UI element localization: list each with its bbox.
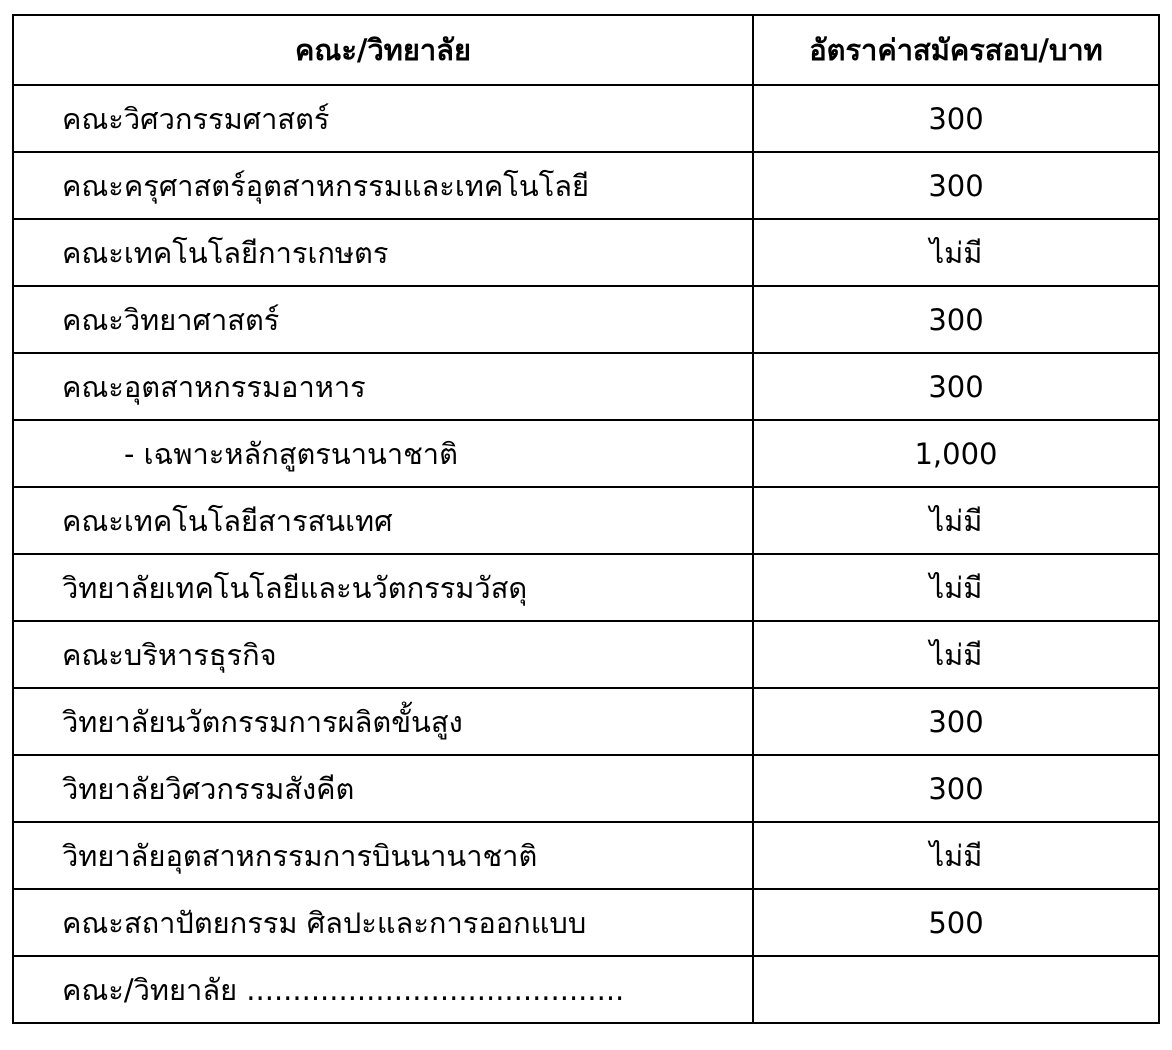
program-name: - เฉพาะหลักสูตรนานาชาติ [13, 420, 753, 487]
table-row [13, 152, 1159, 219]
faculty-name: คณะบริหารธุรกิจ [13, 621, 753, 688]
table-row [13, 755, 1159, 822]
fee-value: ไม่มี [753, 487, 1159, 554]
header-row [13, 15, 1159, 85]
table-header [13, 15, 1159, 85]
table-body [13, 85, 1159, 1023]
table-row [13, 487, 1159, 554]
faculty-name: คณะเทคโนโลยีการเกษตร [13, 219, 753, 286]
table-row [13, 286, 1159, 353]
fee-value: 1,000 [753, 420, 1159, 487]
faculty-name: วิทยาลัยวิศวกรรมสังคีต [13, 755, 753, 822]
fee-value: 300 [753, 353, 1159, 420]
table-row-blank-entry [13, 956, 1159, 1023]
fee-value: 300 [753, 85, 1159, 152]
fee-value: ไม่มี [753, 554, 1159, 621]
table-row [13, 889, 1159, 956]
fee-value: 300 [753, 286, 1159, 353]
fee-value: ไม่มี [753, 219, 1159, 286]
table-row-sub [13, 420, 1159, 487]
fee-value: ไม่มี [753, 822, 1159, 889]
faculty-name: วิทยาลัยอุตสาหกรรมการบินนานาชาติ [13, 822, 753, 889]
fee-value-empty [753, 956, 1159, 1023]
fee-value: ไม่มี [753, 621, 1159, 688]
table-row [13, 219, 1159, 286]
fee-value: 300 [753, 152, 1159, 219]
faculty-name: วิทยาลัยเทคโนโลยีและนวัตกรรมวัสดุ [13, 554, 753, 621]
header-faculty: คณะ/วิทยาลัย [13, 15, 753, 85]
table-row [13, 688, 1159, 755]
application-fee-table [12, 14, 1160, 1024]
header-fee: อัตราค่าสมัครสอบ/บาท [753, 15, 1159, 85]
faculty-name: คณะวิทยาศาสตร์ [13, 286, 753, 353]
table-row [13, 822, 1159, 889]
table-row [13, 554, 1159, 621]
faculty-fill-in-line: คณะ/วิทยาลัย ......................................... [13, 956, 753, 1023]
table-row [13, 621, 1159, 688]
faculty-name: คณะครุศาสตร์อุตสาหกรรมและเทคโนโลยี [13, 152, 753, 219]
faculty-name: วิทยาลัยนวัตกรรมการผลิตขั้นสูง [13, 688, 753, 755]
fee-value: 300 [753, 688, 1159, 755]
fee-value: 300 [753, 755, 1159, 822]
fee-value: 500 [753, 889, 1159, 956]
table-row [13, 85, 1159, 152]
faculty-name: คณะวิศวกรรมศาสตร์ [13, 85, 753, 152]
faculty-name: คณะอุตสาหกรรมอาหาร [13, 353, 753, 420]
faculty-name: คณะเทคโนโลยีสารสนเทศ [13, 487, 753, 554]
faculty-name: คณะสถาปัตยกรรม ศิลปะและการออกแบบ [13, 889, 753, 956]
table-row [13, 353, 1159, 420]
